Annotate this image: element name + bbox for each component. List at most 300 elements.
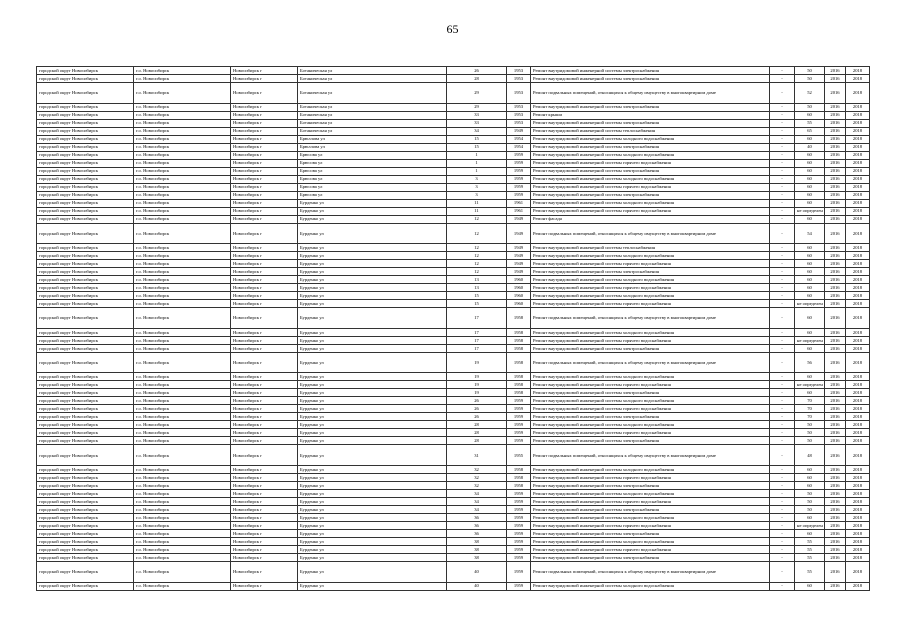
house-number-cell: 17 xyxy=(447,336,507,344)
plan-end-year-cell: 2018 xyxy=(846,521,870,529)
plan-end-year-cell: 2018 xyxy=(846,328,870,336)
plan-end-year-cell: 2018 xyxy=(846,389,870,397)
cost-cell: 70 xyxy=(795,413,825,421)
settlement-cell: Новосибирск г xyxy=(231,497,298,505)
plan-end-year-cell: 2018 xyxy=(846,207,870,215)
municipality-cell: городской округ Новосибирск xyxy=(37,292,134,300)
work-type-cell: Ремонт внутридомовой инженерной системы холодного водоснабжения xyxy=(531,537,770,545)
plan-start-year-cell: 2016 xyxy=(825,260,846,268)
table-row xyxy=(37,445,870,466)
plan-end-year-cell: 2018 xyxy=(846,352,870,373)
plan-end-year-cell: 2018 xyxy=(846,167,870,175)
house-number-cell: 38 xyxy=(447,537,507,545)
table-row xyxy=(37,103,870,111)
dash-cell: - xyxy=(770,159,795,167)
municipality-cell: городской округ Новосибирск xyxy=(37,127,134,135)
plan-end-year-cell: 2018 xyxy=(846,276,870,284)
work-type-cell: Ремонт внутридомовой инженерной системы холодного водоснабжения xyxy=(531,373,770,381)
street-cell: Бурденко ул xyxy=(298,352,447,373)
plan-end-year-cell: 2018 xyxy=(846,111,870,119)
plan-end-year-cell: 2018 xyxy=(846,127,870,135)
cost-cell: не определен xyxy=(795,336,825,344)
table-row xyxy=(37,308,870,329)
cost-cell: 50 xyxy=(795,421,825,429)
urban-district-cell: г.о. Новосибирск xyxy=(134,381,231,389)
table-row xyxy=(37,505,870,513)
table-row xyxy=(37,252,870,260)
cost-cell: 60 xyxy=(795,260,825,268)
dash-cell: - xyxy=(770,381,795,389)
urban-district-cell: г.о. Новосибирск xyxy=(134,260,231,268)
house-number-cell: 33 xyxy=(447,111,507,119)
plan-start-year-cell: 2016 xyxy=(825,445,846,466)
plan-end-year-cell: 2018 xyxy=(846,344,870,352)
municipality-cell: городской округ Новосибирск xyxy=(37,167,134,175)
house-number-cell: 1 xyxy=(447,159,507,167)
build-year-cell: 1958 xyxy=(507,381,531,389)
settlement-cell: Новосибирск г xyxy=(231,300,298,308)
table-row xyxy=(37,151,870,159)
house-number-cell: 15 xyxy=(447,300,507,308)
settlement-cell: Новосибирск г xyxy=(231,521,298,529)
house-number-cell: 12 xyxy=(447,252,507,260)
cost-cell: 50 xyxy=(795,497,825,505)
municipality-cell: городской округ Новосибирск xyxy=(37,223,134,244)
build-year-cell: 1949 xyxy=(507,268,531,276)
street-cell: Бурденко ул xyxy=(298,429,447,437)
dash-cell: - xyxy=(770,561,795,582)
plan-end-year-cell: 2018 xyxy=(846,505,870,513)
work-type-cell: Ремонт внутридомовой инженерной системы горячего водоснабжения xyxy=(531,473,770,481)
municipality-cell: городской округ Новосибирск xyxy=(37,352,134,373)
dash-cell: - xyxy=(770,183,795,191)
build-year-cell: 1949 xyxy=(507,215,531,223)
street-cell: Бурденко ул xyxy=(298,489,447,497)
build-year-cell: 1949 xyxy=(507,260,531,268)
municipality-cell: городской округ Новосибирск xyxy=(37,529,134,537)
plan-end-year-cell: 2018 xyxy=(846,143,870,151)
urban-district-cell: г.о. Новосибирск xyxy=(134,183,231,191)
work-type-cell: Ремонт внутридомовой инженерной системы холодного водоснабжения xyxy=(531,292,770,300)
street-cell: Бурденко ул xyxy=(298,389,447,397)
municipality-cell: городской округ Новосибирск xyxy=(37,276,134,284)
house-number-cell: 12 xyxy=(447,244,507,252)
street-cell: Брюсова ул xyxy=(298,167,447,175)
cost-cell: 60 xyxy=(795,252,825,260)
dash-cell: - xyxy=(770,336,795,344)
work-type-cell: Ремонт внутридомовой инженерной системы холодного водоснабжения xyxy=(531,135,770,143)
house-number-cell: 31 xyxy=(447,445,507,466)
municipality-cell: городской округ Новосибирск xyxy=(37,397,134,405)
plan-start-year-cell: 2016 xyxy=(825,135,846,143)
cost-cell: 60 xyxy=(795,292,825,300)
plan-start-year-cell: 2016 xyxy=(825,119,846,127)
dash-cell: - xyxy=(770,465,795,473)
cost-cell: 60 xyxy=(795,529,825,537)
cost-cell: 60 xyxy=(795,582,825,590)
cost-cell: 60 xyxy=(795,308,825,329)
settlement-cell: Новосибирск г xyxy=(231,103,298,111)
plan-start-year-cell: 2016 xyxy=(825,268,846,276)
build-year-cell: 1960 xyxy=(507,276,531,284)
work-type-cell: Ремонт внутридомовой инженерной системы электроснабжения xyxy=(531,529,770,537)
plan-end-year-cell: 2018 xyxy=(846,405,870,413)
build-year-cell: 1953 xyxy=(507,83,531,104)
work-type-cell: Ремонт внутридомовой инженерной системы электроснабжения xyxy=(531,553,770,561)
table-row xyxy=(37,207,870,215)
house-number-cell: 19 xyxy=(447,373,507,381)
street-cell: Бурденко ул xyxy=(298,344,447,352)
work-type-cell: Ремонт внутридомовой инженерной системы горячего водоснабжения xyxy=(531,429,770,437)
plan-end-year-cell: 2018 xyxy=(846,373,870,381)
table-row xyxy=(37,292,870,300)
street-cell: Бурденко ул xyxy=(298,529,447,537)
cost-cell: 60 xyxy=(795,135,825,143)
settlement-cell: Новосибирск г xyxy=(231,373,298,381)
municipality-cell: городской округ Новосибирск xyxy=(37,260,134,268)
urban-district-cell: г.о. Новосибирск xyxy=(134,119,231,127)
work-type-cell: Ремонт внутридомовой инженерной системы электроснабжения xyxy=(531,75,770,83)
plan-end-year-cell: 2018 xyxy=(846,252,870,260)
settlement-cell: Новосибирск г xyxy=(231,268,298,276)
table-row xyxy=(37,553,870,561)
table-row xyxy=(37,244,870,252)
plan-end-year-cell: 2018 xyxy=(846,336,870,344)
settlement-cell: Новосибирск г xyxy=(231,191,298,199)
plan-end-year-cell: 2018 xyxy=(846,437,870,445)
dash-cell: - xyxy=(770,143,795,151)
house-number-cell: 1 xyxy=(447,167,507,175)
build-year-cell: 1959 xyxy=(507,553,531,561)
table-row xyxy=(37,521,870,529)
cost-cell: 50 xyxy=(795,505,825,513)
dash-cell: - xyxy=(770,252,795,260)
plan-start-year-cell: 2016 xyxy=(825,373,846,381)
house-number-cell: 1 xyxy=(447,151,507,159)
build-year-cell: 1959 xyxy=(507,497,531,505)
house-number-cell: 36 xyxy=(447,529,507,537)
plan-start-year-cell: 2016 xyxy=(825,167,846,175)
work-type-cell: Ремонт внутридомовой инженерной системы электроснабжения xyxy=(531,413,770,421)
municipality-cell: городской округ Новосибирск xyxy=(37,505,134,513)
dash-cell: - xyxy=(770,437,795,445)
house-number-cell: 13 xyxy=(447,276,507,284)
plan-end-year-cell: 2018 xyxy=(846,191,870,199)
municipality-cell: городской округ Новосибирск xyxy=(37,143,134,151)
settlement-cell: Новосибирск г xyxy=(231,429,298,437)
table-row xyxy=(37,260,870,268)
house-number-cell: 28 xyxy=(447,75,507,83)
house-number-cell: 19 xyxy=(447,352,507,373)
street-cell: Бурденко ул xyxy=(298,521,447,529)
work-type-cell: Ремонт подвальных помещений, относящихся к общему имуществу в многоквартирном доме xyxy=(531,308,770,329)
build-year-cell: 1958 xyxy=(507,352,531,373)
table-row xyxy=(37,381,870,389)
plan-start-year-cell: 2016 xyxy=(825,83,846,104)
plan-end-year-cell: 2018 xyxy=(846,268,870,276)
urban-district-cell: г.о. Новосибирск xyxy=(134,252,231,260)
cost-cell: 55 xyxy=(795,561,825,582)
urban-district-cell: г.о. Новосибирск xyxy=(134,521,231,529)
urban-district-cell: г.о. Новосибирск xyxy=(134,103,231,111)
street-cell: Бурденко ул xyxy=(298,300,447,308)
municipality-cell: городской округ Новосибирск xyxy=(37,215,134,223)
settlement-cell: Новосибирск г xyxy=(231,215,298,223)
settlement-cell: Новосибирск г xyxy=(231,260,298,268)
work-type-cell: Ремонт внутридомовой инженерной системы горячего водоснабжения xyxy=(531,405,770,413)
plan-start-year-cell: 2016 xyxy=(825,545,846,553)
work-type-cell: Ремонт внутридомовой инженерной системы электроснабжения xyxy=(531,344,770,352)
build-year-cell: 1961 xyxy=(507,199,531,207)
urban-district-cell: г.о. Новосибирск xyxy=(134,244,231,252)
municipality-cell: городской округ Новосибирск xyxy=(37,421,134,429)
plan-start-year-cell: 2016 xyxy=(825,175,846,183)
work-type-cell: Ремонт внутридомовой инженерной системы холодного водоснабжения xyxy=(531,175,770,183)
dash-cell: - xyxy=(770,67,795,75)
plan-start-year-cell: 2016 xyxy=(825,561,846,582)
house-number-cell: 17 xyxy=(447,308,507,329)
municipality-cell: городской округ Новосибирск xyxy=(37,135,134,143)
municipality-cell: городской округ Новосибирск xyxy=(37,473,134,481)
work-type-cell: Ремонт внутридомовой инженерной системы электроснабжения xyxy=(531,67,770,75)
dash-cell: - xyxy=(770,223,795,244)
build-year-cell: 1958 xyxy=(507,481,531,489)
dash-cell: - xyxy=(770,244,795,252)
work-type-cell: Ремонт внутридомовой инженерной системы электроснабжения xyxy=(531,143,770,151)
work-type-cell: Ремонт подвальных помещений, относящихся к общему имуществу в многоквартирном доме xyxy=(531,352,770,373)
work-type-cell: Ремонт внутридомовой инженерной системы горячего водоснабжения xyxy=(531,521,770,529)
cost-cell: 54 xyxy=(795,223,825,244)
table-row xyxy=(37,175,870,183)
work-type-cell: Ремонт внутридомовой инженерной системы электроснабжения xyxy=(531,437,770,445)
house-number-cell: 28 xyxy=(447,437,507,445)
plan-end-year-cell: 2018 xyxy=(846,545,870,553)
dash-cell: - xyxy=(770,497,795,505)
street-cell: Бурденко ул xyxy=(298,373,447,381)
build-year-cell: 1959 xyxy=(507,513,531,521)
street-cell: Бурденко ул xyxy=(298,244,447,252)
house-number-cell: 28 xyxy=(447,421,507,429)
plan-end-year-cell: 2018 xyxy=(846,151,870,159)
street-cell: Ботаническая ул xyxy=(298,127,447,135)
table-row xyxy=(37,582,870,590)
urban-district-cell: г.о. Новосибирск xyxy=(134,513,231,521)
urban-district-cell: г.о. Новосибирск xyxy=(134,553,231,561)
plan-start-year-cell: 2016 xyxy=(825,421,846,429)
table-row xyxy=(37,159,870,167)
build-year-cell: 1953 xyxy=(507,111,531,119)
settlement-cell: Новосибирск г xyxy=(231,397,298,405)
street-cell: Бурденко ул xyxy=(298,582,447,590)
street-cell: Бурденко ул xyxy=(298,505,447,513)
plan-start-year-cell: 2016 xyxy=(825,284,846,292)
urban-district-cell: г.о. Новосибирск xyxy=(134,276,231,284)
municipality-cell: городской округ Новосибирск xyxy=(37,244,134,252)
cost-cell: 55 xyxy=(795,545,825,553)
cost-cell: 70 xyxy=(795,405,825,413)
cost-cell: 60 xyxy=(795,389,825,397)
municipality-cell: городской округ Новосибирск xyxy=(37,445,134,466)
cost-cell: не определен xyxy=(795,381,825,389)
street-cell: Бурденко ул xyxy=(298,553,447,561)
settlement-cell: Новосибирск г xyxy=(231,537,298,545)
build-year-cell: 1959 xyxy=(507,537,531,545)
plan-end-year-cell: 2018 xyxy=(846,83,870,104)
table-body xyxy=(37,67,870,591)
plan-start-year-cell: 2016 xyxy=(825,67,846,75)
urban-district-cell: г.о. Новосибирск xyxy=(134,159,231,167)
street-cell: Бурденко ул xyxy=(298,215,447,223)
cost-cell: 50 xyxy=(795,437,825,445)
dash-cell: - xyxy=(770,413,795,421)
municipality-cell: городской округ Новосибирск xyxy=(37,191,134,199)
dash-cell: - xyxy=(770,553,795,561)
settlement-cell: Новосибирск г xyxy=(231,561,298,582)
settlement-cell: Новосибирск г xyxy=(231,151,298,159)
build-year-cell: 1959 xyxy=(507,397,531,405)
urban-district-cell: г.о. Новосибирск xyxy=(134,473,231,481)
plan-start-year-cell: 2016 xyxy=(825,199,846,207)
street-cell: Бурденко ул xyxy=(298,497,447,505)
urban-district-cell: г.о. Новосибирск xyxy=(134,127,231,135)
house-number-cell: 15 xyxy=(447,292,507,300)
street-cell: Бурденко ул xyxy=(298,481,447,489)
cost-cell: 52 xyxy=(795,83,825,104)
municipality-cell: городской округ Новосибирск xyxy=(37,268,134,276)
dash-cell: - xyxy=(770,328,795,336)
dash-cell: - xyxy=(770,389,795,397)
municipality-cell: городской округ Новосибирск xyxy=(37,429,134,437)
street-cell: Брюллова ул xyxy=(298,143,447,151)
street-cell: Бурденко ул xyxy=(298,413,447,421)
table-row xyxy=(37,473,870,481)
street-cell: Ботаническая ул xyxy=(298,119,447,127)
settlement-cell: Новосибирск г xyxy=(231,252,298,260)
build-year-cell: 1953 xyxy=(507,119,531,127)
municipality-cell: городской округ Новосибирск xyxy=(37,308,134,329)
table-row xyxy=(37,389,870,397)
dash-cell: - xyxy=(770,135,795,143)
table-row xyxy=(37,284,870,292)
settlement-cell: Новосибирск г xyxy=(231,336,298,344)
street-cell: Бурденко ул xyxy=(298,405,447,413)
work-type-cell: Ремонт внутридомовой инженерной системы горячего водоснабжения xyxy=(531,497,770,505)
house-number-cell: 19 xyxy=(447,381,507,389)
street-cell: Бурденко ул xyxy=(298,421,447,429)
cost-cell: 60 xyxy=(795,175,825,183)
cost-cell: 60 xyxy=(795,344,825,352)
table-row xyxy=(37,537,870,545)
build-year-cell: 1959 xyxy=(507,159,531,167)
urban-district-cell: г.о. Новосибирск xyxy=(134,292,231,300)
settlement-cell: Новосибирск г xyxy=(231,167,298,175)
settlement-cell: Новосибирск г xyxy=(231,344,298,352)
urban-district-cell: г.о. Новосибирск xyxy=(134,135,231,143)
street-cell: Брюсова ул xyxy=(298,159,447,167)
plan-end-year-cell: 2018 xyxy=(846,175,870,183)
house-number-cell: 29 xyxy=(447,103,507,111)
cost-cell: 60 xyxy=(795,199,825,207)
table-row xyxy=(37,429,870,437)
cost-cell: 70 xyxy=(795,397,825,405)
municipality-cell: городской округ Новосибирск xyxy=(37,481,134,489)
build-year-cell: 1959 xyxy=(507,183,531,191)
cost-cell: 55 xyxy=(795,537,825,545)
table-row xyxy=(37,67,870,75)
urban-district-cell: г.о. Новосибирск xyxy=(134,437,231,445)
work-type-cell: Ремонт крыши xyxy=(531,111,770,119)
plan-start-year-cell: 2016 xyxy=(825,529,846,537)
settlement-cell: Новосибирск г xyxy=(231,381,298,389)
dash-cell: - xyxy=(770,292,795,300)
dash-cell: - xyxy=(770,373,795,381)
dash-cell: - xyxy=(770,151,795,159)
urban-district-cell: г.о. Новосибирск xyxy=(134,489,231,497)
plan-end-year-cell: 2018 xyxy=(846,537,870,545)
municipality-cell: городской округ Новосибирск xyxy=(37,199,134,207)
build-year-cell: 1959 xyxy=(507,505,531,513)
plan-start-year-cell: 2016 xyxy=(825,389,846,397)
cost-cell: 60 xyxy=(795,215,825,223)
table-row xyxy=(37,413,870,421)
house-number-cell: 26 xyxy=(447,405,507,413)
dash-cell: - xyxy=(770,537,795,545)
plan-start-year-cell: 2016 xyxy=(825,405,846,413)
table-row xyxy=(37,465,870,473)
settlement-cell: Новосибирск г xyxy=(231,75,298,83)
municipality-cell: городской округ Новосибирск xyxy=(37,381,134,389)
urban-district-cell: г.о. Новосибирск xyxy=(134,545,231,553)
house-number-cell: 34 xyxy=(447,497,507,505)
municipality-cell: городской округ Новосибирск xyxy=(37,67,134,75)
table-row xyxy=(37,545,870,553)
plan-end-year-cell: 2018 xyxy=(846,481,870,489)
table-row xyxy=(37,529,870,537)
urban-district-cell: г.о. Новосибирск xyxy=(134,175,231,183)
municipality-cell: городской округ Новосибирск xyxy=(37,83,134,104)
plan-end-year-cell: 2018 xyxy=(846,308,870,329)
settlement-cell: Новосибирск г xyxy=(231,175,298,183)
work-type-cell: Ремонт подвальных помещений, относящихся к общему имуществу в многоквартирном доме xyxy=(531,561,770,582)
work-type-cell: Ремонт фасада xyxy=(531,215,770,223)
plan-end-year-cell: 2018 xyxy=(846,244,870,252)
house-number-cell: 34 xyxy=(447,505,507,513)
settlement-cell: Новосибирск г xyxy=(231,127,298,135)
municipality-cell: городской округ Новосибирск xyxy=(37,344,134,352)
settlement-cell: Новосибирск г xyxy=(231,284,298,292)
dash-cell: - xyxy=(770,191,795,199)
work-type-cell: Ремонт подвальных помещений, относящихся к общему имуществу в многоквартирном доме xyxy=(531,83,770,104)
build-year-cell: 1949 xyxy=(507,127,531,135)
street-cell: Бурденко ул xyxy=(298,437,447,445)
street-cell: Бурденко ул xyxy=(298,276,447,284)
cost-cell: 60 xyxy=(795,268,825,276)
build-year-cell: 1959 xyxy=(507,167,531,175)
dash-cell: - xyxy=(770,489,795,497)
cost-cell: 60 xyxy=(795,513,825,521)
cost-cell: 60 xyxy=(795,473,825,481)
urban-district-cell: г.о. Новосибирск xyxy=(134,143,231,151)
municipality-cell: городской округ Новосибирск xyxy=(37,413,134,421)
table-row xyxy=(37,421,870,429)
house-number-cell: 38 xyxy=(447,545,507,553)
work-type-cell: Ремонт внутридомовой инженерной системы электроснабжения xyxy=(531,268,770,276)
plan-start-year-cell: 2016 xyxy=(825,300,846,308)
table-row xyxy=(37,352,870,373)
work-type-cell: Ремонт внутридомовой инженерной системы теплоснабжения xyxy=(531,127,770,135)
street-cell: Бурденко ул xyxy=(298,397,447,405)
plan-start-year-cell: 2016 xyxy=(825,183,846,191)
